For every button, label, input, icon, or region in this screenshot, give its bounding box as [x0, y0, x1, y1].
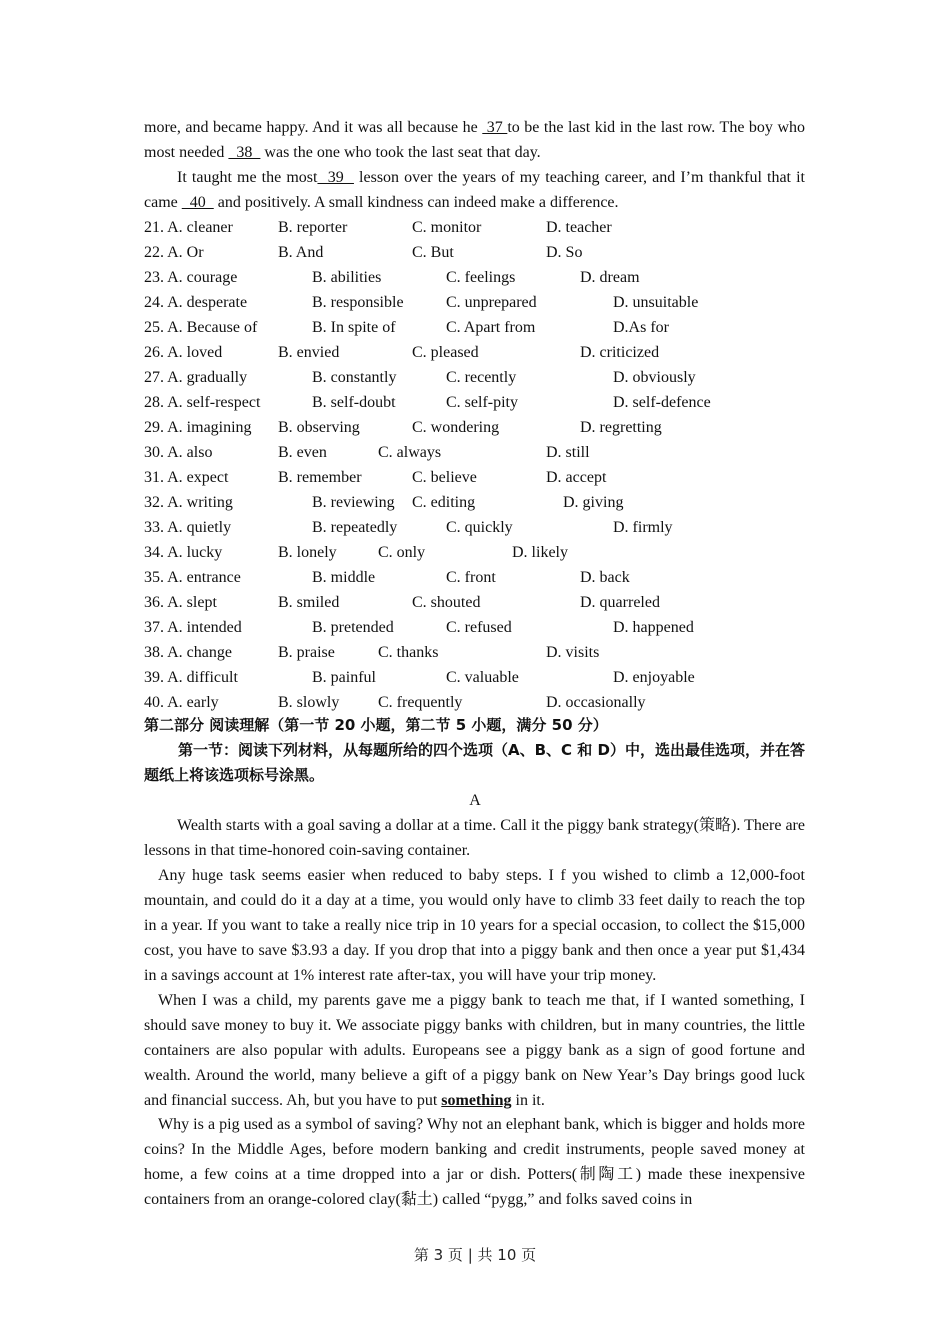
option-d: D. So [546, 244, 583, 261]
option-b: B. praise [278, 644, 335, 661]
option-d: D.As for [613, 319, 669, 336]
text: When I was a child, my parents gave me a piggy bank to teach me that, if I wanted something, I should save money to buy it. We associate piggy banks with children, but in many countries, the little containers are also popular with adults. Europeans see a piggy bank as a sign of good fortune and wealth. Around the world, many believe a gift of a piggy bank on New Year’s Day brings good luck and financial success. Ah, but you have to put [144, 992, 805, 1109]
question-row [144, 465, 824, 490]
option-b: B. envied [278, 344, 340, 361]
option-a: 27. A. gradually [144, 369, 248, 386]
option-c: C. pleased [412, 344, 479, 361]
option-b: B. constantly [312, 369, 397, 386]
option-b: B. repeatedly [312, 519, 398, 536]
option-c: C. editing [412, 494, 476, 511]
option-a: 38. A. change [144, 644, 232, 661]
option-c: C. only [378, 544, 426, 561]
option-d: D. likely [512, 544, 568, 561]
option-a: 24. A. desperate [144, 294, 248, 311]
question-row [144, 690, 824, 715]
option-b: B. reviewing [312, 494, 395, 511]
option-a: 26. A. loved [144, 344, 223, 361]
question-row [144, 265, 824, 290]
option-b: B. self-doubt [312, 394, 396, 411]
option-d: D. giving [563, 494, 624, 511]
option-d: D. firmly [613, 519, 673, 536]
option-c: C. But [412, 244, 454, 261]
option-d: D. visits [546, 644, 600, 661]
option-c: C. recently [446, 369, 517, 386]
option-a: 25. A. Because of [144, 319, 258, 336]
page-footer: 第 3 页 | 共 10 页 [413, 1246, 537, 1264]
text: lesson over the years of my teaching career, and I’m thankful that it came [144, 169, 806, 211]
option-c: C. refused [446, 619, 512, 636]
option-a: 22. A. Or [144, 244, 204, 261]
question-row [144, 315, 824, 340]
text: in it. [511, 1092, 545, 1109]
option-c: C. thanks [378, 644, 439, 661]
option-c: C. feelings [446, 269, 516, 286]
question-row [144, 240, 824, 265]
question-row [144, 565, 824, 590]
option-d: D. criticized [580, 344, 660, 361]
question-row [144, 490, 824, 515]
option-d: D. unsuitable [613, 294, 699, 311]
option-c: C. monitor [412, 219, 482, 236]
option-d: D. occasionally [546, 694, 646, 711]
option-d: D. obviously [613, 369, 696, 386]
option-c: C. valuable [446, 669, 519, 686]
option-d: D. regretting [580, 419, 662, 436]
option-c: C. believe [412, 469, 477, 486]
option-b: B. And [278, 244, 324, 261]
option-b: B. middle [312, 569, 376, 586]
text: and positively. A small kindness can indeed make a difference. [213, 194, 619, 211]
question-row [144, 340, 824, 365]
option-a: 29. A. imagining [144, 419, 252, 436]
question-row [144, 440, 824, 465]
option-b: B. slowly [278, 694, 340, 711]
option-d: D. accept [546, 469, 607, 486]
blank-39: 39 [317, 169, 354, 186]
text: It taught me the most [177, 169, 318, 186]
option-a: 40. A. early [144, 694, 219, 711]
question-row [144, 665, 824, 690]
option-a: 39. A. difficult [144, 669, 238, 686]
option-d: D. enjoyable [613, 669, 695, 686]
passage-paragraph: Wealth starts with a goal saving a dollar at a time. Call it the piggy bank strategy(策略). There are lessons in that time-honored coin-saving container. [144, 817, 805, 859]
option-a: 34. A. lucky [144, 544, 223, 561]
option-d: D. quarreled [580, 594, 660, 611]
option-a: 30. A. also [144, 444, 213, 461]
option-a: 36. A. slept [144, 594, 217, 611]
option-a: 33. A. quietly [144, 519, 232, 536]
option-b: B. responsible [312, 294, 404, 311]
option-c: C. shouted [412, 594, 481, 611]
text: more, and became happy. And it was all because he [144, 119, 483, 136]
blank-40: 40 [181, 194, 214, 211]
option-d: D. happened [613, 619, 694, 636]
question-row [144, 290, 824, 315]
option-c: C. quickly [446, 519, 513, 536]
question-row [144, 640, 824, 665]
option-a: 21. A. cleaner [144, 219, 233, 236]
option-b: B. painful [312, 669, 376, 686]
text: to be the last kid in the last row. The boy who most needed [144, 119, 806, 161]
option-d: D. teacher [546, 219, 612, 236]
question-row [144, 215, 824, 240]
option-a: 31. A. expect [144, 469, 229, 486]
question-row [144, 590, 824, 615]
option-c: C. frequently [378, 694, 463, 711]
section-heading: 第二部分 阅读理解（第一节 20 小题，第二节 5 小题，满分 50 分） [144, 716, 608, 734]
question-row [144, 365, 824, 390]
option-a: 35. A. entrance [144, 569, 241, 586]
option-c: C. Apart from [446, 319, 536, 336]
blank-37: 37 [482, 119, 508, 136]
text: was the one who took the last seat that day. [260, 144, 541, 161]
question-row [144, 615, 824, 640]
option-b: B. pretended [312, 619, 394, 636]
option-d: D. dream [580, 269, 640, 286]
passage-paragraph [144, 988, 805, 1113]
cloze-passage-end [144, 115, 805, 165]
passage-paragraph: Why is a pig used as a symbol of saving? Why not an elephant bank, which is bigger and holds more coins? In the Middle Ages, before modern banking and credit instruments, people saved money at home, a few coins at a time dropped into a jar or dish. Potters(制陶工) made these inexpensive containers from an orange-colored clay(黏土) called “pygg,” and folks saved coins in [144, 1116, 805, 1208]
question-row [144, 390, 824, 415]
section-instruction: 第一节：阅读下列材料，从每题所给的四个选项（A、B、C 和 D）中，选出最佳选项，并在答题纸上将该选项标号涂黑。 [144, 741, 805, 784]
question-row [144, 415, 824, 440]
option-a: 28. A. self-respect [144, 394, 261, 411]
option-b: B. smiled [278, 594, 340, 611]
option-a: 23. A. courage [144, 269, 238, 286]
option-b: B. reporter [278, 219, 348, 236]
question-row [144, 515, 824, 540]
option-b: B. even [278, 444, 327, 461]
option-b: B. lonely [278, 544, 337, 561]
passage-paragraph: Any huge task seems easier when reduced to baby steps. I f you wished to climb a 12,000-foot mountain, and could do it a day at a time, you would only have to climb 33 feet daily to reach the top in a year. If you want to take a really nice trip in 10 years for a special occasion, to collect the $15,000 cost, you have to save $3.93 a day. If you drop that into a piggy bank and then once a year put $1,434 in a savings account at 1% interest rate after-tax, you will have your trip money. [144, 867, 805, 984]
option-c: C. wondering [412, 419, 500, 436]
blank-38: 38 [228, 144, 261, 161]
option-b: B. In spite of [312, 319, 396, 336]
option-d: D. back [580, 569, 630, 586]
question-row [144, 540, 824, 565]
option-b: B. abilities [312, 269, 382, 286]
option-b: B. observing [278, 419, 360, 436]
option-c: C. always [378, 444, 442, 461]
option-a: 32. A. writing [144, 494, 233, 511]
passage-label: A [469, 792, 481, 809]
option-c: C. unprepared [446, 294, 537, 311]
cloze-final-paragraph [144, 165, 805, 215]
option-d: D. self-defence [613, 394, 711, 411]
option-c: C. front [446, 569, 496, 586]
option-a: 37. A. intended [144, 619, 242, 636]
option-b: B. remember [278, 469, 362, 486]
option-d: D. still [546, 444, 590, 461]
option-c: C. self-pity [446, 394, 518, 411]
emphasized-word: something [441, 1092, 512, 1109]
